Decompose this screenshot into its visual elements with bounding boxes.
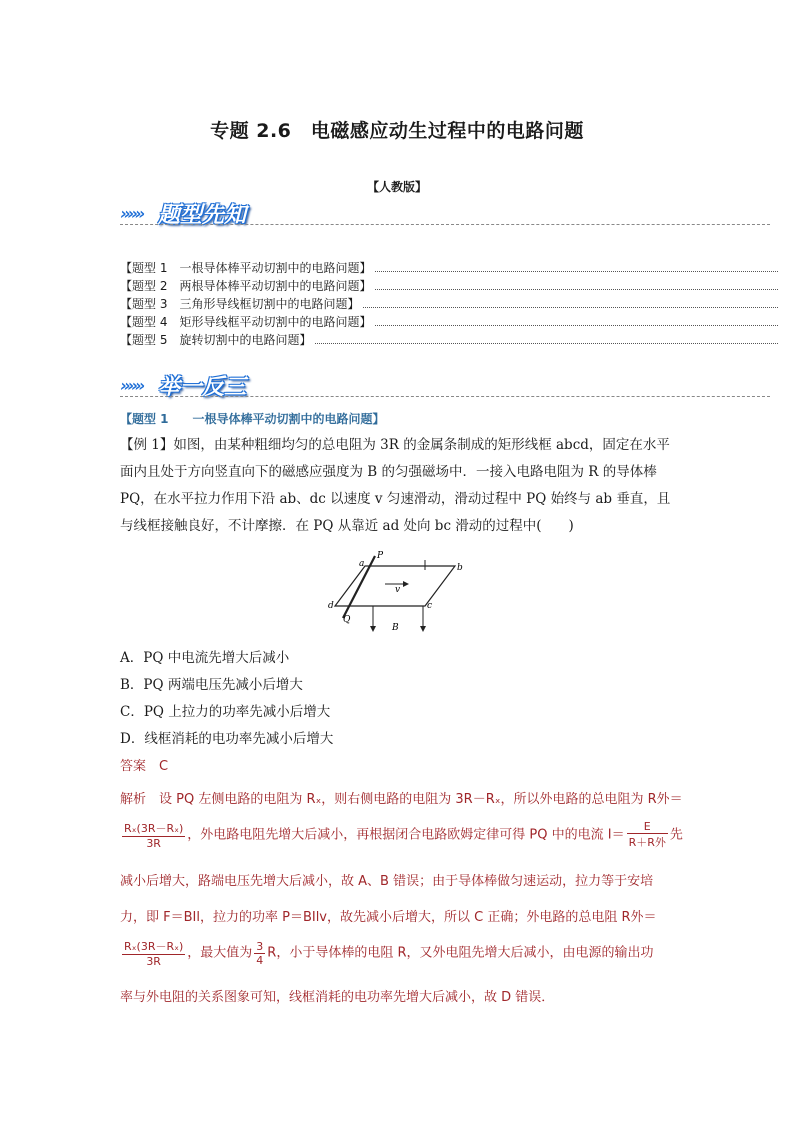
analysis-line: 解析 设 PQ 左侧电路的电阻为 Rₓ，则右侧电路的电阻为 3R－Rₓ，所以外电路的总电阻为 R外＝ xyxy=(120,792,683,807)
analysis-line: 率与外电阻的关系图象可知，线框消耗的电功率先增大后减小，故 D 错误． xyxy=(120,990,555,1005)
edition-label: 【人教版】 xyxy=(366,180,427,194)
toc-item[interactable]: 【题型 5 旋转切割中的电路问题】 xyxy=(120,330,780,348)
banner-section-overview xyxy=(120,196,794,226)
fraction: $\frac{\text{Rₓ(3R－Rₓ)}}{3R}$ xyxy=(124,940,184,968)
analysis-line: 减小后增大，路端电压先增大后减小，故 A、B 错误；由于导体棒做匀速运动，拉力等于安培 xyxy=(120,874,654,889)
option-b[interactable]: B．PQ 两端电压先减小后增大 xyxy=(120,677,303,693)
banner-arrows-icon: »»» xyxy=(120,204,143,223)
toc-item[interactable]: 【题型 1 一根导体棒平动切割中的电路问题】 xyxy=(120,258,780,276)
toc-item[interactable]: 【题型 3 三角形导线框切割中的电路问题】 xyxy=(120,294,780,312)
label-Q: Q xyxy=(343,615,351,625)
question-line: 【例 1】如图，由某种粗细均匀的总电阻为 3R 的金属条制成的矩形线框 abcd，固定在水平 xyxy=(120,437,670,453)
question-line: 与线框接触良好，不计摩擦．在 PQ 从靠近 ad 处向 bc 滑动的过程中( ) xyxy=(120,518,574,534)
fraction: $\frac{E}{\text{R＋R外}}$ xyxy=(628,820,666,849)
physics-figure xyxy=(325,548,465,638)
banner-title: 题型先知 xyxy=(158,203,247,228)
option-a[interactable]: A．PQ 中电流先增大后减小 xyxy=(120,650,290,666)
answer: 答案 C xyxy=(120,759,169,774)
fraction: $\frac{\text{Rₓ(3R－Rₓ)}}{3R}$ xyxy=(124,822,184,850)
toc-item[interactable]: 【题型 4 矩形导线框平动切割中的电路问题】 xyxy=(120,312,780,330)
toc-item[interactable]: 【题型 2 两根导体棒平动切割中的电路问题】 xyxy=(120,276,780,294)
page-title: 专题 2.6 电磁感应动生过程中的电路问题 xyxy=(210,120,584,142)
label-c: c xyxy=(427,601,433,611)
banner-section-examples xyxy=(120,368,794,398)
question-line: 面内且处于方向竖直向下的磁感应强度为 B 的匀强磁场中．一接入电路电阻为 R 的导体棒 xyxy=(120,464,657,480)
label-d: d xyxy=(328,601,334,611)
fraction: $\frac{3}{4}$ xyxy=(256,939,264,967)
divider xyxy=(120,396,770,397)
divider xyxy=(120,224,770,225)
banner-title: 举一反三 xyxy=(158,375,247,400)
analysis xyxy=(120,780,683,1010)
banner-arrows-icon: »»» xyxy=(120,376,143,395)
question-line: PQ，在水平拉力作用下沿 ab、dc 以速度 v 匀速滑动，滑动过程中 PQ 始终与 ab 垂直，且 xyxy=(120,491,671,507)
label-B: B xyxy=(392,623,399,633)
analysis-line: $\frac{\text{Rₓ(3R－Rₓ)}}{3R}$ ，外电路电阻先增大后减小，再根据闭合电路欧姆定律可得 PQ 中的电流 I＝ $\frac{E}{\text{R＋R外}}$ 先 xyxy=(124,820,683,850)
analysis-line: $\frac{\text{Rₓ(3R－Rₓ)}}{3R}$ ，最大值为 $\frac{3}{4}$ R，小于导体棒的电阻 R，又外电阻先增大后减小，由电源的输出功 xyxy=(124,939,654,968)
label-b: b xyxy=(457,563,463,573)
label-v: v xyxy=(395,585,401,595)
option-d[interactable]: D．线框消耗的电功率先减小后增大 xyxy=(120,731,334,747)
example-question xyxy=(120,432,680,540)
analysis-line: 力，即 F＝BIl，拉力的功率 P＝BIlv，故先减小后增大，所以 C 正确；外电路的总电阻 R外＝ xyxy=(120,910,657,925)
label-a: a xyxy=(359,559,365,569)
label-P: P xyxy=(377,551,384,561)
table-of-contents xyxy=(120,258,780,348)
type-heading: 【题型 1 一根导体棒平动切割中的电路问题】 xyxy=(120,412,385,426)
option-c[interactable]: C．PQ 上拉力的功率先减小后增大 xyxy=(120,704,331,720)
